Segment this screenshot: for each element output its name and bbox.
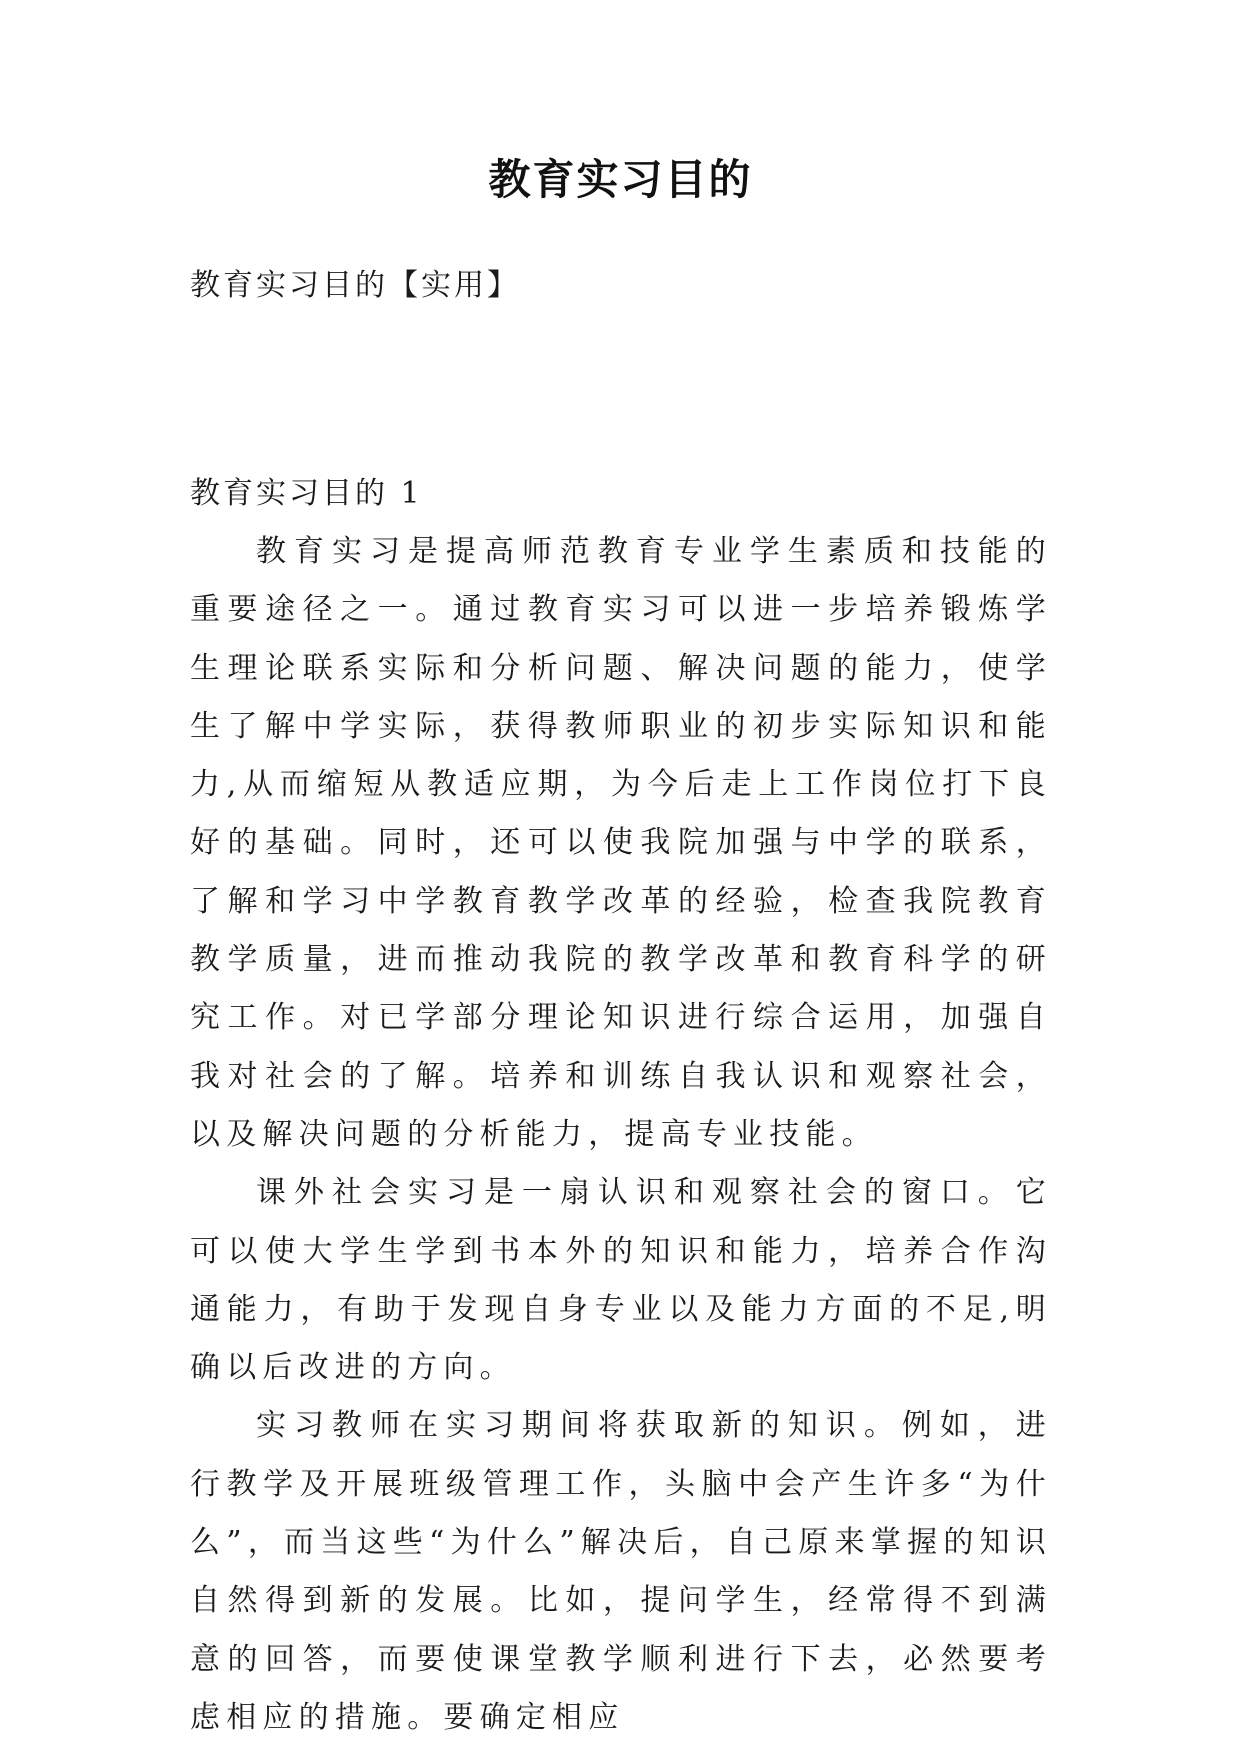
paragraph: 教育实习是提高师范教育专业学生素质和技能的重要途径之一。通过教育实习可以进一步培养锻炼学生理论联系实际和分析问题、解决问题的能力，使学生了解中学实际，获得教师职业的初步实际知识和能力,从而缩短从教适应期，为今后走上工作岗位打下良好的基础。同时，还可以使我院加强与中学的联系，了解和学习中学教育教学改革的经验，检查我院教育教学质量，进而推动我院的教学改革和教育科学的研究工作。对已学部分理论知识进行综合运用，加强自我对社会的了解。培养和训练自我认识和观察社会，以及解决问题的分析能力，提高专业技能。: [190, 534, 1052, 1152]
paragraph: 课外社会实习是一扇认识和观察社会的窗口。它可以使大学生学到书本外的知识和能力，培养合作沟通能力，有助于发现自身专业以及能力方面的不足,明确以后改进的方向。: [190, 1175, 1052, 1386]
document-subtitle: 教育实习目的【实用】: [190, 268, 520, 303]
paragraph: 实习教师在实习期间将获取新的知识。例如，进行教学及开展班级管理工作，头脑中会产生许多“为什么”，而当这些“为什么”解决后，自己原来掌握的知识自然得到新的发展。比如，提问学生，经常得不到满意的回答，而要使课堂教学顺利进行下去，必然要考虑相应的措施。要确定相应: [190, 1408, 1052, 1735]
section-heading: 教育实习目的 1: [190, 476, 423, 511]
body-text: [190, 523, 1052, 1747]
document-title: 教育实习目的: [488, 155, 753, 204]
